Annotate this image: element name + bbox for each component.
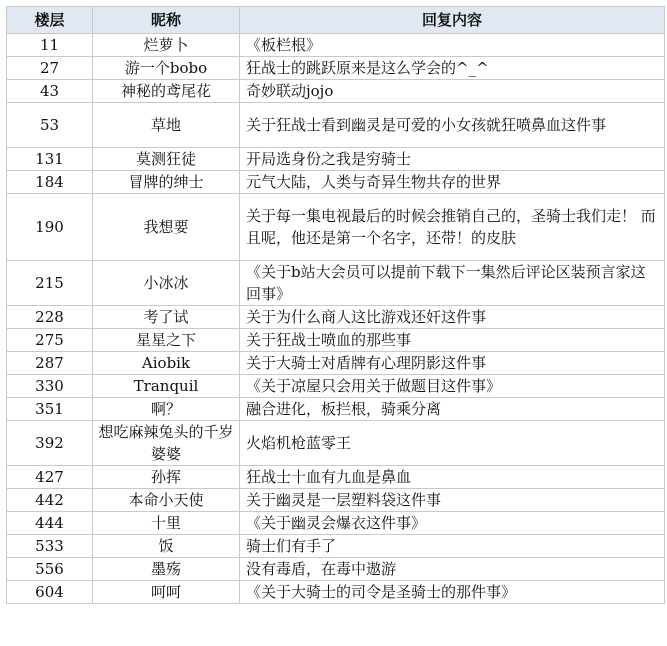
nickname-cell: 小冰冰: [93, 261, 240, 306]
reply-cell: 关于狂战士喷血的那些事: [240, 329, 665, 352]
table-row: [7, 329, 665, 352]
floor-cell: 604: [7, 581, 93, 604]
floor-cell: 27: [7, 57, 93, 80]
table-row: [7, 103, 665, 148]
floor-cell: 184: [7, 171, 93, 194]
reply-cell: 关于为什么商人这比游戏还奸这件事: [240, 306, 665, 329]
reply-cell: 奇妙联动jojo: [240, 80, 665, 103]
table-row: [7, 421, 665, 466]
nickname-cell: 饭: [93, 535, 240, 558]
floor-cell: 275: [7, 329, 93, 352]
floor-cell: 11: [7, 34, 93, 57]
nickname-cell: 墨殇: [93, 558, 240, 581]
nickname-cell: 烂萝卜: [93, 34, 240, 57]
floor-cell: 190: [7, 194, 93, 261]
floor-cell: 427: [7, 466, 93, 489]
reply-cell: 骑士们有手了: [240, 535, 665, 558]
table-row: [7, 57, 665, 80]
floor-cell: 53: [7, 103, 93, 148]
reply-cell: 元气大陆，人类与奇异生物共存的世界: [240, 171, 665, 194]
nickname-cell: 十里: [93, 512, 240, 535]
floor-cell: 215: [7, 261, 93, 306]
table-row: [7, 375, 665, 398]
reply-cell: 火焰机枪蓝零王: [240, 421, 665, 466]
table-row: [7, 352, 665, 375]
reply-cell: 《关于大骑士的司令是圣骑士的那件事》: [240, 581, 665, 604]
nickname-cell: Tranquil: [93, 375, 240, 398]
nickname-cell: 冒牌的绅士: [93, 171, 240, 194]
table-row: [7, 466, 665, 489]
reply-cell: 关于大骑士对盾牌有心理阴影这件事: [240, 352, 665, 375]
floor-cell: 351: [7, 398, 93, 421]
header-row: [7, 7, 665, 34]
reply-cell: 狂战士的跳跃原来是这么学会的^_^: [240, 57, 665, 80]
table-row: [7, 194, 665, 261]
nickname-cell: Aiobik: [93, 352, 240, 375]
nickname-cell: 草地: [93, 103, 240, 148]
table-row: [7, 489, 665, 512]
nickname-cell: 孙挥: [93, 466, 240, 489]
table-row: [7, 512, 665, 535]
table-row: [7, 535, 665, 558]
floor-cell: 392: [7, 421, 93, 466]
reply-cell: 《关于幽灵会爆衣这件事》: [240, 512, 665, 535]
table-row: [7, 34, 665, 57]
reply-cell: 没有毒盾，在毒中遨游: [240, 558, 665, 581]
nickname-cell: 呵呵: [93, 581, 240, 604]
nickname-cell: 星星之下: [93, 329, 240, 352]
table-row: [7, 261, 665, 306]
nickname-cell: 莫测狂徒: [93, 148, 240, 171]
table-row: [7, 558, 665, 581]
table-row: [7, 80, 665, 103]
table-row: [7, 148, 665, 171]
reply-table: [6, 6, 665, 604]
floor-cell: 228: [7, 306, 93, 329]
nickname-cell: 本命小天使: [93, 489, 240, 512]
reply-cell: 《关于凉屋只会用关于做题目这件事》: [240, 375, 665, 398]
table-row: [7, 398, 665, 421]
nickname-cell: 考了试: [93, 306, 240, 329]
reply-cell: 《板栏根》: [240, 34, 665, 57]
floor-cell: 533: [7, 535, 93, 558]
nickname-cell: 想吃麻辣兔头的千岁婆婆: [93, 421, 240, 466]
table-row: [7, 581, 665, 604]
reply-cell: 融合进化，板拦根，骑乘分离: [240, 398, 665, 421]
reply-cell: 关于每一集电视最后的时候会推销自己的，圣骑士我们走！ 而且呢，他还是第一个名字，还带！的皮肤: [240, 194, 665, 261]
table-row: [7, 171, 665, 194]
nickname-cell: 游一个bobo: [93, 57, 240, 80]
nickname-cell: 啊？: [93, 398, 240, 421]
reply-cell: 《关于b站大会员可以提前下载下一集然后评论区装预言家这回事》: [240, 261, 665, 306]
header-reply: 回复内容: [240, 7, 665, 34]
floor-cell: 43: [7, 80, 93, 103]
header-floor: 楼层: [7, 7, 93, 34]
floor-cell: 442: [7, 489, 93, 512]
reply-cell: 狂战士十血有九血是鼻血: [240, 466, 665, 489]
nickname-cell: 神秘的鸢尾花: [93, 80, 240, 103]
floor-cell: 131: [7, 148, 93, 171]
floor-cell: 556: [7, 558, 93, 581]
nickname-cell: 我想要: [93, 194, 240, 261]
table-row: [7, 306, 665, 329]
reply-cell: 关于幽灵是一层塑料袋这件事: [240, 489, 665, 512]
floor-cell: 287: [7, 352, 93, 375]
floor-cell: 330: [7, 375, 93, 398]
floor-cell: 444: [7, 512, 93, 535]
reply-cell: 关于狂战士看到幽灵是可爱的小女孩就狂喷鼻血这件事: [240, 103, 665, 148]
header-nickname: 昵称: [93, 7, 240, 34]
reply-cell: 开局选身份之我是穷骑士: [240, 148, 665, 171]
